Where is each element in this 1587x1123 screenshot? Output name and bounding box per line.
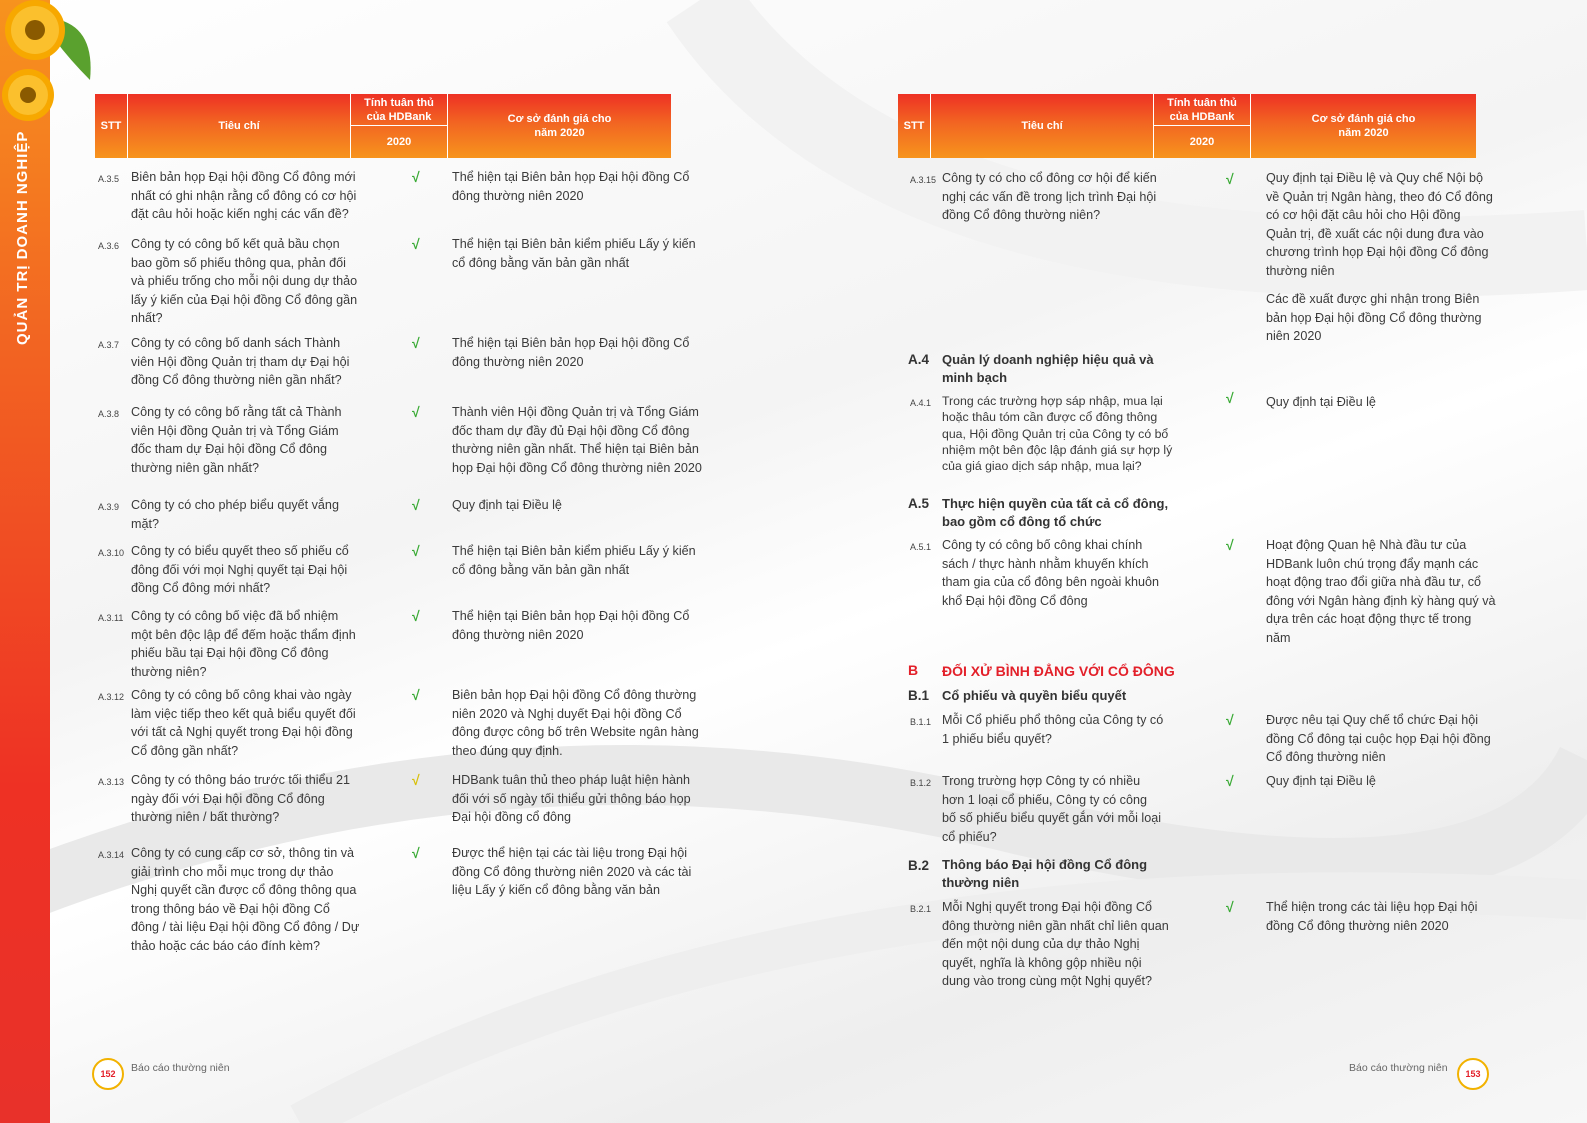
header-stt: STT xyxy=(903,120,925,132)
section-code: B xyxy=(908,662,919,678)
row-code: B.1.2 xyxy=(910,778,932,788)
check-icon: √ xyxy=(412,497,420,513)
row-code: B.1.1 xyxy=(910,717,932,727)
check-icon: √ xyxy=(1226,773,1234,789)
header-compliance: Tính tuân thủ của HDBank xyxy=(1167,96,1237,123)
row-code: A.3.14 xyxy=(98,850,125,860)
row-criteria: Công ty có công bố công khai vào ngày làm việc tiếp theo kết quả biểu quyết đối với tất cả Nghị quyết trong Đại hội đồng Cổ đông gần nhất? xyxy=(131,688,356,758)
row-basis: Hoạt động Quan hệ Nhà đầu tư của HDBank luôn chú trọng đẩy mạnh các hoạt động trao đổi giữa nhà đầu tư, cổ đông với Ngân hàng định kỳ hàng quý và dựa trên các hoạt động thực tế trong năm xyxy=(1266,538,1496,645)
section-code: B.2 xyxy=(908,858,930,873)
footer-label-right: Báo cáo thường niên xyxy=(1349,1062,1448,1074)
row-code: A.3.7 xyxy=(98,340,120,350)
row-criteria: Biên bản họp Đại hội đồng Cổ đông mới nhất có ghi nhận rằng cổ đông có cơ hội đặt câu hỏi hoặc kiến nghị các vấn đề? xyxy=(131,170,357,221)
section-title: Quản lý doanh nghiệp hiệu quả và minh bạch xyxy=(942,352,1154,385)
side-title: QUẢN TRỊ DOANH NGHIỆP xyxy=(14,130,31,345)
check-icon: √ xyxy=(412,772,420,788)
section-code: A.5 xyxy=(908,496,930,511)
row-criteria: Công ty có công bố việc đã bổ nhiệm một bên độc lập để đếm hoặc thẩm định phiếu bầu tại Đại hội đồng Cổ đông thường niên? xyxy=(131,609,356,679)
row-basis: Thành viên Hội đồng Quản trị và Tổng Giám đốc tham dự đầy đủ Đại hội đồng Cổ đông thường niên gần nhất. Thể hiện tại Biên bản họp Đại hội đồng Cổ đông thường niên 2020 xyxy=(452,405,702,475)
row-basis: Quy định tại Điều lệ xyxy=(1266,774,1376,788)
row-criteria: Trong các trường hợp sáp nhập, mua lại hoặc thâu tóm cần được cổ đông thông qua, Hội đồng Quản trị của Công ty có bổ nhiệm một bên độc lập đánh giá sự hợp lý của giá giao dịch sáp nhập, mua lại? xyxy=(942,394,1173,474)
header-criteria: Tiêu chí xyxy=(218,120,260,132)
check-icon: √ xyxy=(412,236,420,252)
section-title: Cổ phiếu và quyền biểu quyết xyxy=(942,688,1127,703)
row-basis: Quy định tại Điều lệ và Quy chế Nội bộ về Quản trị Ngân hàng, theo đó Cổ đông có cơ hội đặt câu hỏi cho Hội đồng Quản trị, đề xuất các nội dung đưa vào chương trình họp Đại hội đồng Cổ đông thường niên xyxy=(1266,171,1493,278)
side-strip xyxy=(0,0,50,1123)
row-criteria: Công ty có thông báo trước tối thiểu 21 ngày đối với Đại hội đồng Cổ đông thường niên / bất thường? xyxy=(131,773,351,824)
check-icon: √ xyxy=(412,404,420,420)
row-criteria: Trong trường hợp Công ty có nhiều hơn 1 loại cổ phiếu, Công ty có công bố số phiếu biểu quyết gắn với mỗi loại cổ phiếu? xyxy=(942,774,1161,844)
header-year: 2020 xyxy=(386,136,412,148)
section-code: A.4 xyxy=(908,352,930,367)
row-basis: HDBank tuân thủ theo pháp luật hiện hành đối với số ngày tối thiểu gửi thông báo họp Đại hội đồng cổ đông xyxy=(452,773,691,824)
left-table-header xyxy=(95,94,671,158)
header-basis: Cơ sở đánh giá cho năm 2020 xyxy=(1311,113,1416,139)
row-code: A.3.11 xyxy=(98,613,124,623)
row-basis: Thể hiện tại Biên bản kiểm phiếu Lấy ý kiến cổ đông bằng văn bản gần nhất xyxy=(452,237,696,270)
check-icon: √ xyxy=(1226,171,1234,187)
header-criteria: Tiêu chí xyxy=(1021,120,1063,132)
section-code: B.1 xyxy=(908,688,930,703)
row-criteria: Công ty có cho cổ đông cơ hội để kiến nghị các vấn đề trong lịch trình Đại hội đồng Cổ đông thường niên? xyxy=(942,171,1157,222)
row-basis: Thể hiện tại Biên bản họp Đại hội đồng Cổ đông thường niên 2020 xyxy=(452,609,690,642)
row-basis: Biên bản họp Đại hội đồng Cổ đông thường niên 2020 và Nghị duyết Đại hội đồng Cổ đông được công bố trên Website ngân hàng theo đúng quy định. xyxy=(452,688,699,758)
row-code: A.3.5 xyxy=(98,174,120,184)
check-icon: √ xyxy=(1226,537,1234,553)
sunflower-icon xyxy=(0,0,100,130)
row-basis: Thể hiện tại Biên bản kiểm phiếu Lấy ý kiến cổ đông bằng văn bản gần nhất xyxy=(452,544,696,577)
row-code: B.2.1 xyxy=(910,904,932,914)
row-code: A.5.1 xyxy=(910,542,932,552)
header-stt: STT xyxy=(100,120,122,132)
row-code: A.3.13 xyxy=(98,777,125,787)
row-criteria: Công ty có biểu quyết theo số phiếu cổ đông đối với mọi Nghị quyết tại Đại hội đồng Cổ đông mới nhất? xyxy=(131,544,349,595)
row-criteria: Công ty có cung cấp cơ sở, thông tin và giải trình cho mỗi mục trong dự thảo Nghị quyết cần được cổ đông thông qua trong thông báo về Đại hội đồng Cổ đông / tài liệu Đại hội đồng Cổ đông / Dự thảo hoặc các báo cáo đính kèm? xyxy=(131,846,360,953)
row-criteria: Công ty có công bố rằng tất cả Thành viên Hội đồng Quản trị và Tổng Giám đốc tham dự Đại hội đồng Cổ đông thường niên gần nhất? xyxy=(131,405,342,475)
header-compliance: Tính tuân thủ của HDBank xyxy=(364,96,434,123)
row-criteria: Công ty có công bố danh sách Thành viên Hội đồng Quản trị tham dự Đại hội đồng Cổ đông thường niên gần nhất? xyxy=(131,336,350,387)
check-icon: √ xyxy=(412,608,420,624)
row-code: A.3.10 xyxy=(98,548,125,558)
section-title: Thông báo Đại hội đồng Cổ đông thường niên xyxy=(942,857,1148,890)
header-basis: Cơ sở đánh giá cho năm 2020 xyxy=(507,113,612,139)
check-icon: √ xyxy=(1226,390,1234,406)
row-criteria: Công ty có công bố kết quả bầu chọn bao gồm số phiếu thông qua, phản đối và phiếu trống cho mỗi nội dung dự thảo lấy ý kiến của Đại hội đồng Cổ đông gần nhất? xyxy=(131,237,358,325)
check-icon: √ xyxy=(412,335,420,351)
footer-label-left: Báo cáo thường niên xyxy=(131,1062,230,1074)
row-code: A.3.9 xyxy=(98,502,120,512)
section-title: Thực hiện quyền của tất cả cổ đông, bao gồm cổ đông tổ chức xyxy=(942,496,1169,529)
row-criteria: Công ty có công bố công khai chính sách / thực hành nhằm khuyến khích tham gia của cổ đông bên ngoài khuôn khổ Đại hội đồng Cổ đông xyxy=(942,538,1160,608)
row-basis: Được thể hiện tại các tài liệu trong Đại hội đồng Cổ đông thường niên 2020 và các tài liệu Lấy ý kiến cổ đông bằng văn bản xyxy=(452,846,692,897)
check-icon: √ xyxy=(412,687,420,703)
page-number-left: 152 xyxy=(92,1058,124,1090)
row-basis: Thể hiện tại Biên bản họp Đại hội đồng Cổ đông thường niên 2020 xyxy=(452,170,690,203)
row-basis: Thể hiện tại Biên bản họp Đại hội đồng Cổ đông thường niên 2020 xyxy=(452,336,690,369)
check-icon: √ xyxy=(412,169,420,185)
row-basis: Thể hiện trong các tài liệu họp Đại hội đồng Cổ đông thường niên 2020 xyxy=(1266,900,1478,933)
row-code: A.3.15 xyxy=(910,175,937,185)
row-criteria: Công ty có cho phép biểu quyết vắng mặt? xyxy=(131,498,339,531)
row-basis-note: Các đề xuất được ghi nhận trong Biên bản họp Đại hội đồng Cổ đông thường niên 2020 xyxy=(1266,292,1482,343)
row-basis: Quy định tại Điều lệ xyxy=(452,498,562,512)
check-icon: √ xyxy=(1226,899,1234,915)
row-code: A.3.8 xyxy=(98,409,120,419)
header-year: 2020 xyxy=(1189,136,1215,148)
row-code: A.4.1 xyxy=(910,398,932,408)
section-title: ĐỐI XỬ BÌNH ĐẲNG VỚI CỔ ĐÔNG xyxy=(942,663,1175,679)
check-icon: √ xyxy=(412,543,420,559)
row-basis: Quy định tại Điều lệ xyxy=(1266,395,1376,409)
page-number-right: 153 xyxy=(1457,1058,1489,1090)
check-icon: √ xyxy=(1226,712,1234,728)
row-code: A.3.6 xyxy=(98,241,120,251)
right-table-header xyxy=(898,94,1476,158)
row-code: A.3.12 xyxy=(98,692,125,702)
row-criteria: Mỗi Cổ phiếu phổ thông của Công ty có 1 phiếu biểu quyết? xyxy=(942,713,1164,746)
row-basis: Được nêu tại Quy chế tổ chức Đại hội đồng Cổ đông tại cuộc họp Đại hội đồng Cổ đông thường niên xyxy=(1266,713,1491,764)
check-icon: √ xyxy=(412,845,420,861)
row-criteria: Mỗi Nghị quyết trong Đại hội đồng Cổ đông thường niên gần nhất chỉ liên quan đến một nội dung của dự thảo Nghị quyết, nghĩa là không gộp nhiều nội dung vào trong cùng một Nghị quyết? xyxy=(942,900,1169,988)
